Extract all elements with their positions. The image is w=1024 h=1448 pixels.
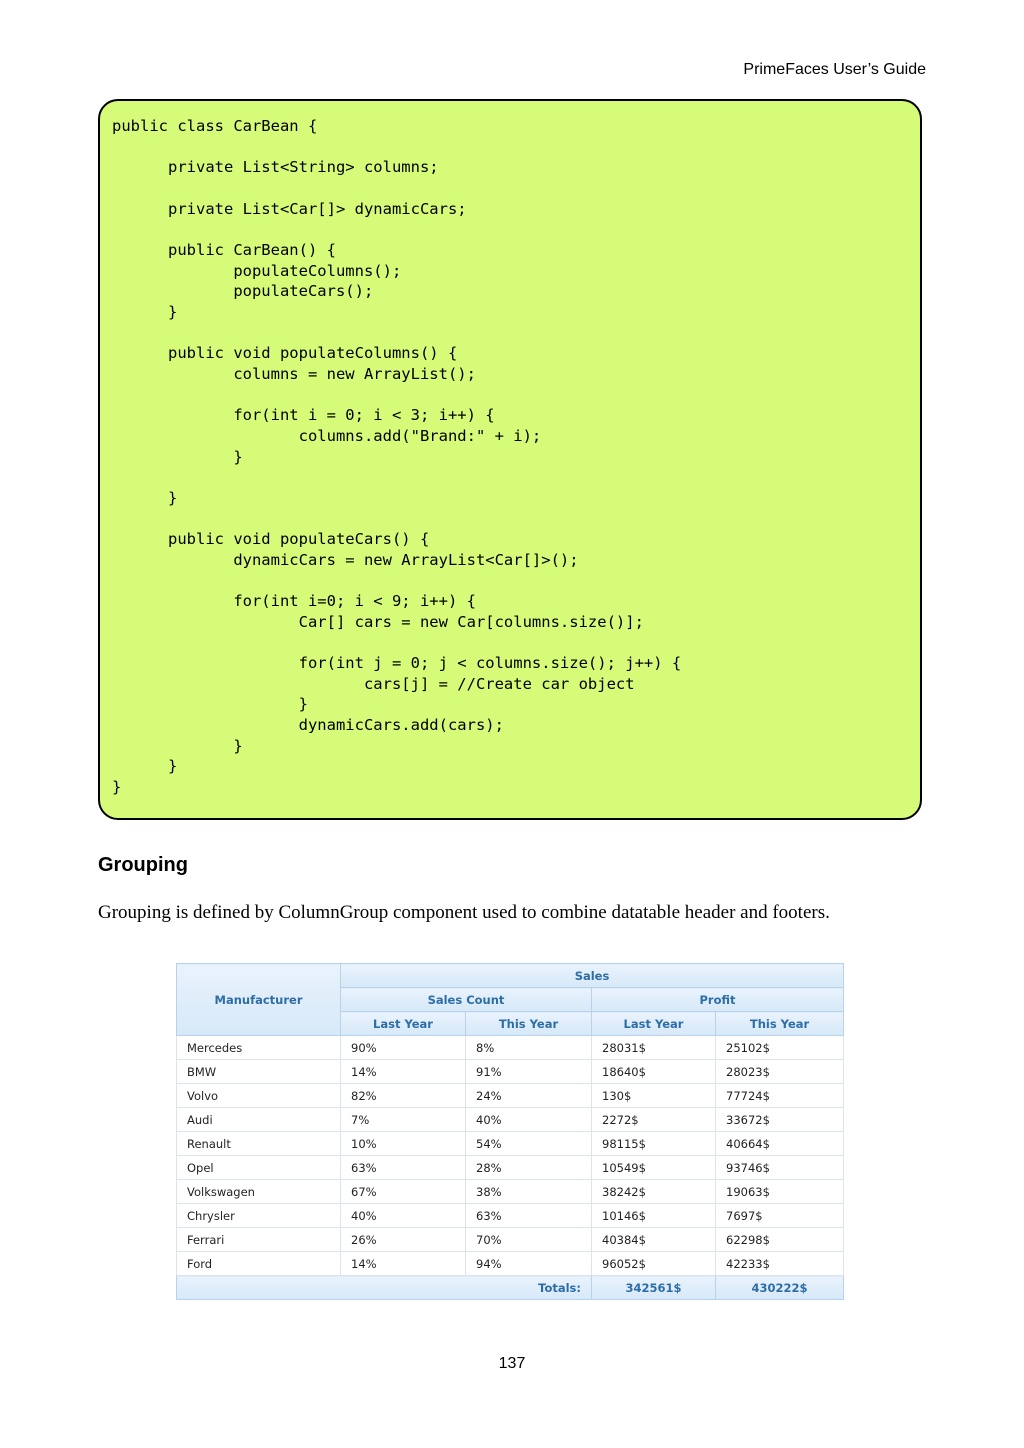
code-line: } bbox=[112, 736, 243, 755]
table-row[interactable] bbox=[177, 1108, 844, 1132]
cell-profit-last-year: 130$ bbox=[592, 1084, 716, 1108]
cell-sales-this-year: 54% bbox=[466, 1132, 592, 1156]
cell-sales-last-year: 7% bbox=[341, 1108, 466, 1132]
cell-profit-last-year: 98115$ bbox=[592, 1132, 716, 1156]
grouped-datatable bbox=[176, 963, 843, 1300]
code-line: public CarBean() { bbox=[112, 240, 336, 259]
cell-manufacturer: Opel bbox=[177, 1156, 341, 1180]
cell-sales-last-year: 40% bbox=[341, 1204, 466, 1228]
cell-sales-last-year: 26% bbox=[341, 1228, 466, 1252]
code-line: public void populateCars() { bbox=[112, 530, 430, 549]
cell-profit-this-year: 62298$ bbox=[716, 1228, 844, 1252]
code-line: public class CarBean { bbox=[112, 117, 318, 135]
datatable bbox=[176, 963, 844, 1300]
table-row[interactable] bbox=[177, 1060, 844, 1084]
cell-sales-this-year: 28% bbox=[466, 1156, 592, 1180]
section-heading: Grouping bbox=[98, 854, 188, 876]
code-line: columns = new ArrayList(); bbox=[112, 364, 476, 383]
cell-profit-last-year: 18640$ bbox=[592, 1060, 716, 1084]
table-row[interactable] bbox=[177, 1204, 844, 1228]
cell-profit-this-year: 77724$ bbox=[716, 1084, 844, 1108]
cell-profit-last-year: 28031$ bbox=[592, 1036, 716, 1060]
cell-sales-last-year: 14% bbox=[341, 1060, 466, 1084]
header-sales-count-this-year[interactable]: This Year bbox=[466, 1012, 592, 1036]
section-paragraph: Grouping is defined by ColumnGroup component used to combine datatable header and footers. bbox=[98, 902, 830, 923]
cell-sales-last-year: 10% bbox=[341, 1132, 466, 1156]
header-manufacturer[interactable]: Manufacturer bbox=[177, 964, 341, 1036]
cell-manufacturer: Volvo bbox=[177, 1084, 341, 1108]
cell-sales-last-year: 90% bbox=[341, 1036, 466, 1060]
code-line: public void populateColumns() { bbox=[112, 344, 458, 363]
cell-sales-this-year: 63% bbox=[466, 1204, 592, 1228]
code-line: dynamicCars.add(cars); bbox=[112, 716, 504, 735]
cell-profit-this-year: 93746$ bbox=[716, 1156, 844, 1180]
cell-manufacturer: Chrysler bbox=[177, 1204, 341, 1228]
cell-manufacturer: Audi bbox=[177, 1108, 341, 1132]
header-sales: Sales bbox=[341, 964, 844, 988]
code-line: private List<String> columns; bbox=[112, 158, 439, 177]
table-row[interactable] bbox=[177, 1036, 844, 1060]
table-row[interactable] bbox=[177, 1180, 844, 1204]
cell-sales-last-year: 14% bbox=[341, 1252, 466, 1276]
cell-manufacturer: Ferrari bbox=[177, 1228, 341, 1252]
code-line: columns.add("Brand:" + i); bbox=[112, 426, 542, 445]
table-row[interactable] bbox=[177, 1156, 844, 1180]
cell-sales-this-year: 94% bbox=[466, 1252, 592, 1276]
code-line: cars[j] = //Create car object bbox=[112, 674, 635, 693]
header-profit-last-year[interactable]: Last Year bbox=[592, 1012, 716, 1036]
code-block bbox=[98, 99, 922, 820]
header-sales-count-last-year[interactable]: Last Year bbox=[341, 1012, 466, 1036]
code-line: populateCars(); bbox=[112, 282, 374, 301]
code-line: } bbox=[112, 757, 178, 776]
footer-last-year-total: 342561$ bbox=[592, 1276, 716, 1300]
cell-profit-this-year: 40664$ bbox=[716, 1132, 844, 1156]
footer-totals-label: Totals: bbox=[177, 1276, 592, 1300]
cell-sales-this-year: 91% bbox=[466, 1060, 592, 1084]
code-line: for(int i=0; i < 9; i++) { bbox=[112, 592, 476, 611]
table-row[interactable] bbox=[177, 1132, 844, 1156]
code-line: } bbox=[112, 302, 178, 321]
cell-profit-last-year: 10549$ bbox=[592, 1156, 716, 1180]
code-line: for(int i = 0; i < 3; i++) { bbox=[112, 406, 495, 425]
cell-profit-this-year: 28023$ bbox=[716, 1060, 844, 1084]
code-line: } bbox=[112, 778, 122, 796]
cell-profit-this-year: 33672$ bbox=[716, 1108, 844, 1132]
cell-profit-this-year: 19063$ bbox=[716, 1180, 844, 1204]
cell-sales-this-year: 24% bbox=[466, 1084, 592, 1108]
cell-sales-this-year: 38% bbox=[466, 1180, 592, 1204]
cell-manufacturer: Mercedes bbox=[177, 1036, 341, 1060]
cell-sales-this-year: 8% bbox=[466, 1036, 592, 1060]
header-profit-this-year[interactable]: This Year bbox=[716, 1012, 844, 1036]
cell-profit-last-year: 96052$ bbox=[592, 1252, 716, 1276]
cell-profit-this-year: 42233$ bbox=[716, 1252, 844, 1276]
header-sales-count: Sales Count bbox=[341, 988, 592, 1012]
table-row[interactable] bbox=[177, 1252, 844, 1276]
code-line: for(int j = 0; j < columns.size(); j++) { bbox=[112, 654, 682, 673]
cell-manufacturer: Volkswagen bbox=[177, 1180, 341, 1204]
footer-this-year-total: 430222$ bbox=[716, 1276, 844, 1300]
cell-profit-last-year: 2272$ bbox=[592, 1108, 716, 1132]
running-header: PrimeFaces User’s Guide bbox=[743, 61, 926, 78]
cell-profit-this-year: 25102$ bbox=[716, 1036, 844, 1060]
code-line: populateColumns(); bbox=[112, 261, 402, 280]
cell-sales-last-year: 82% bbox=[341, 1084, 466, 1108]
cell-manufacturer: Renault bbox=[177, 1132, 341, 1156]
code-line: Car[] cars = new Car[columns.size()]; bbox=[112, 612, 644, 631]
cell-sales-this-year: 40% bbox=[466, 1108, 592, 1132]
code-line: dynamicCars = new ArrayList<Car[]>(); bbox=[112, 550, 579, 569]
code-line: private List<Car[]> dynamicCars; bbox=[112, 199, 467, 218]
code-line: } bbox=[112, 488, 178, 507]
page-number: 137 bbox=[498, 1355, 526, 1372]
header-profit: Profit bbox=[592, 988, 844, 1012]
code-listing bbox=[112, 116, 681, 798]
code-line: } bbox=[112, 447, 243, 466]
table-row[interactable] bbox=[177, 1084, 844, 1108]
code-line: } bbox=[112, 695, 308, 714]
cell-profit-this-year: 7697$ bbox=[716, 1204, 844, 1228]
table-row[interactable] bbox=[177, 1228, 844, 1252]
datatable-body bbox=[177, 1036, 844, 1276]
cell-profit-last-year: 38242$ bbox=[592, 1180, 716, 1204]
cell-profit-last-year: 10146$ bbox=[592, 1204, 716, 1228]
cell-sales-this-year: 70% bbox=[466, 1228, 592, 1252]
cell-profit-last-year: 40384$ bbox=[592, 1228, 716, 1252]
cell-manufacturer: Ford bbox=[177, 1252, 341, 1276]
cell-sales-last-year: 67% bbox=[341, 1180, 466, 1204]
cell-manufacturer: BMW bbox=[177, 1060, 341, 1084]
cell-sales-last-year: 63% bbox=[341, 1156, 466, 1180]
